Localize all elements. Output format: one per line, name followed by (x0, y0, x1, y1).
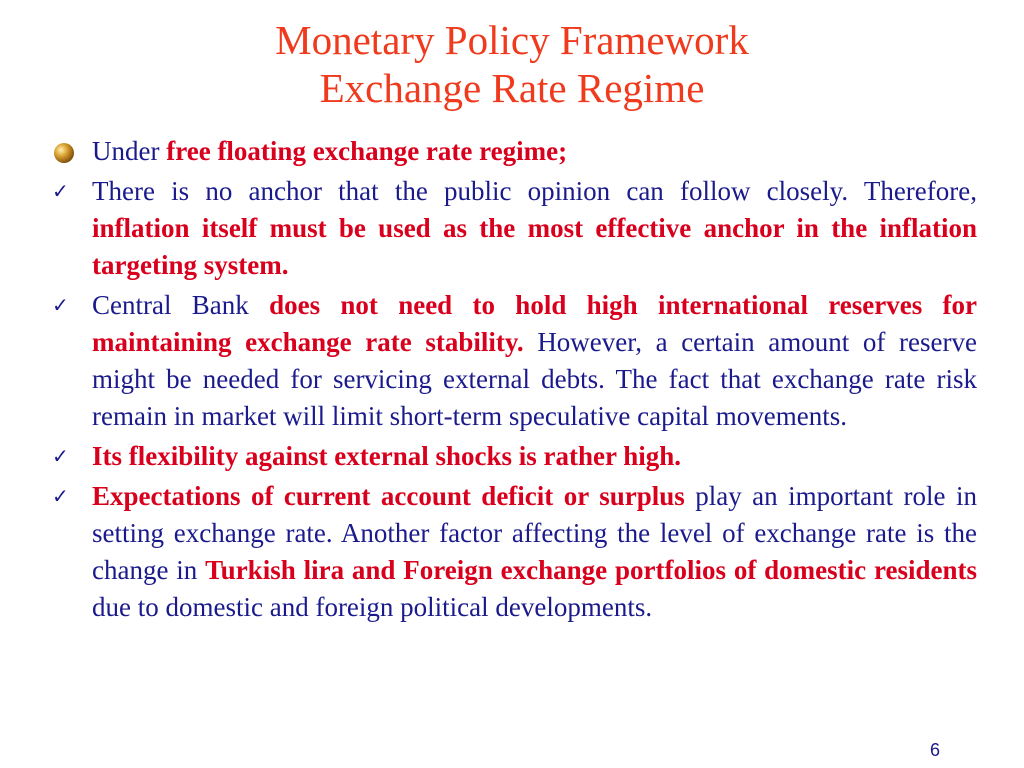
bullet-4-text-a: Its flexibility against external shocks is rather high. (92, 441, 682, 471)
bullet-item-4 (50, 438, 977, 475)
checkmark-icon: ✓ (52, 444, 69, 468)
bullet-2-text-b: inflation itself must be used as the most effective anchor in the inflation targeting system. (92, 213, 977, 280)
bullet-item-3 (50, 287, 977, 435)
slide-title (0, 16, 1024, 112)
bullet-5-text-a: Expectations of current account deficit or surplus (92, 481, 685, 511)
checkmark-icon: ✓ (52, 484, 69, 508)
gold-sphere-bullet-icon (52, 133, 76, 170)
bullet-1-text-b: free floating exchange rate regime; (166, 136, 568, 166)
bullet-list (50, 133, 977, 629)
bullet-3-text-b: does not need to hold high international reserves for maintaining exchange rate stability. (92, 290, 978, 357)
page-number: 6 (929, 740, 940, 760)
bullet-1-text-a: Under (92, 136, 167, 166)
checkmark-icon: ✓ (52, 179, 69, 203)
bullet-item-2 (50, 173, 977, 284)
bullet-3-text-a: Central Bank (92, 290, 270, 320)
checkmark-icon: ✓ (52, 293, 69, 317)
bullet-item-5 (50, 478, 977, 626)
bullet-item-1 (50, 133, 977, 170)
bullet-2-text-a: There is no anchor that the public opinion can follow closely. Therefore, (92, 176, 977, 206)
title-line-1: Monetary Policy Framework (275, 17, 749, 63)
bullet-5-text-c: Turkish lira and Foreign exchange portfolios of domestic residents (205, 555, 977, 585)
bullet-3-text-c: However, a certain amount of reserve might be needed for servicing external debts. The fact that exchange rate risk remain in market will limit short-term speculative capital movements. (92, 327, 977, 431)
bullet-5-text-d: due to domestic and foreign political developments. (92, 592, 653, 622)
bullet-5-text-b: play an important role in setting exchange rate. Another factor affecting the level of exchange rate is the change in (92, 481, 977, 585)
title-line-2: Exchange Rate Regime (319, 65, 705, 111)
